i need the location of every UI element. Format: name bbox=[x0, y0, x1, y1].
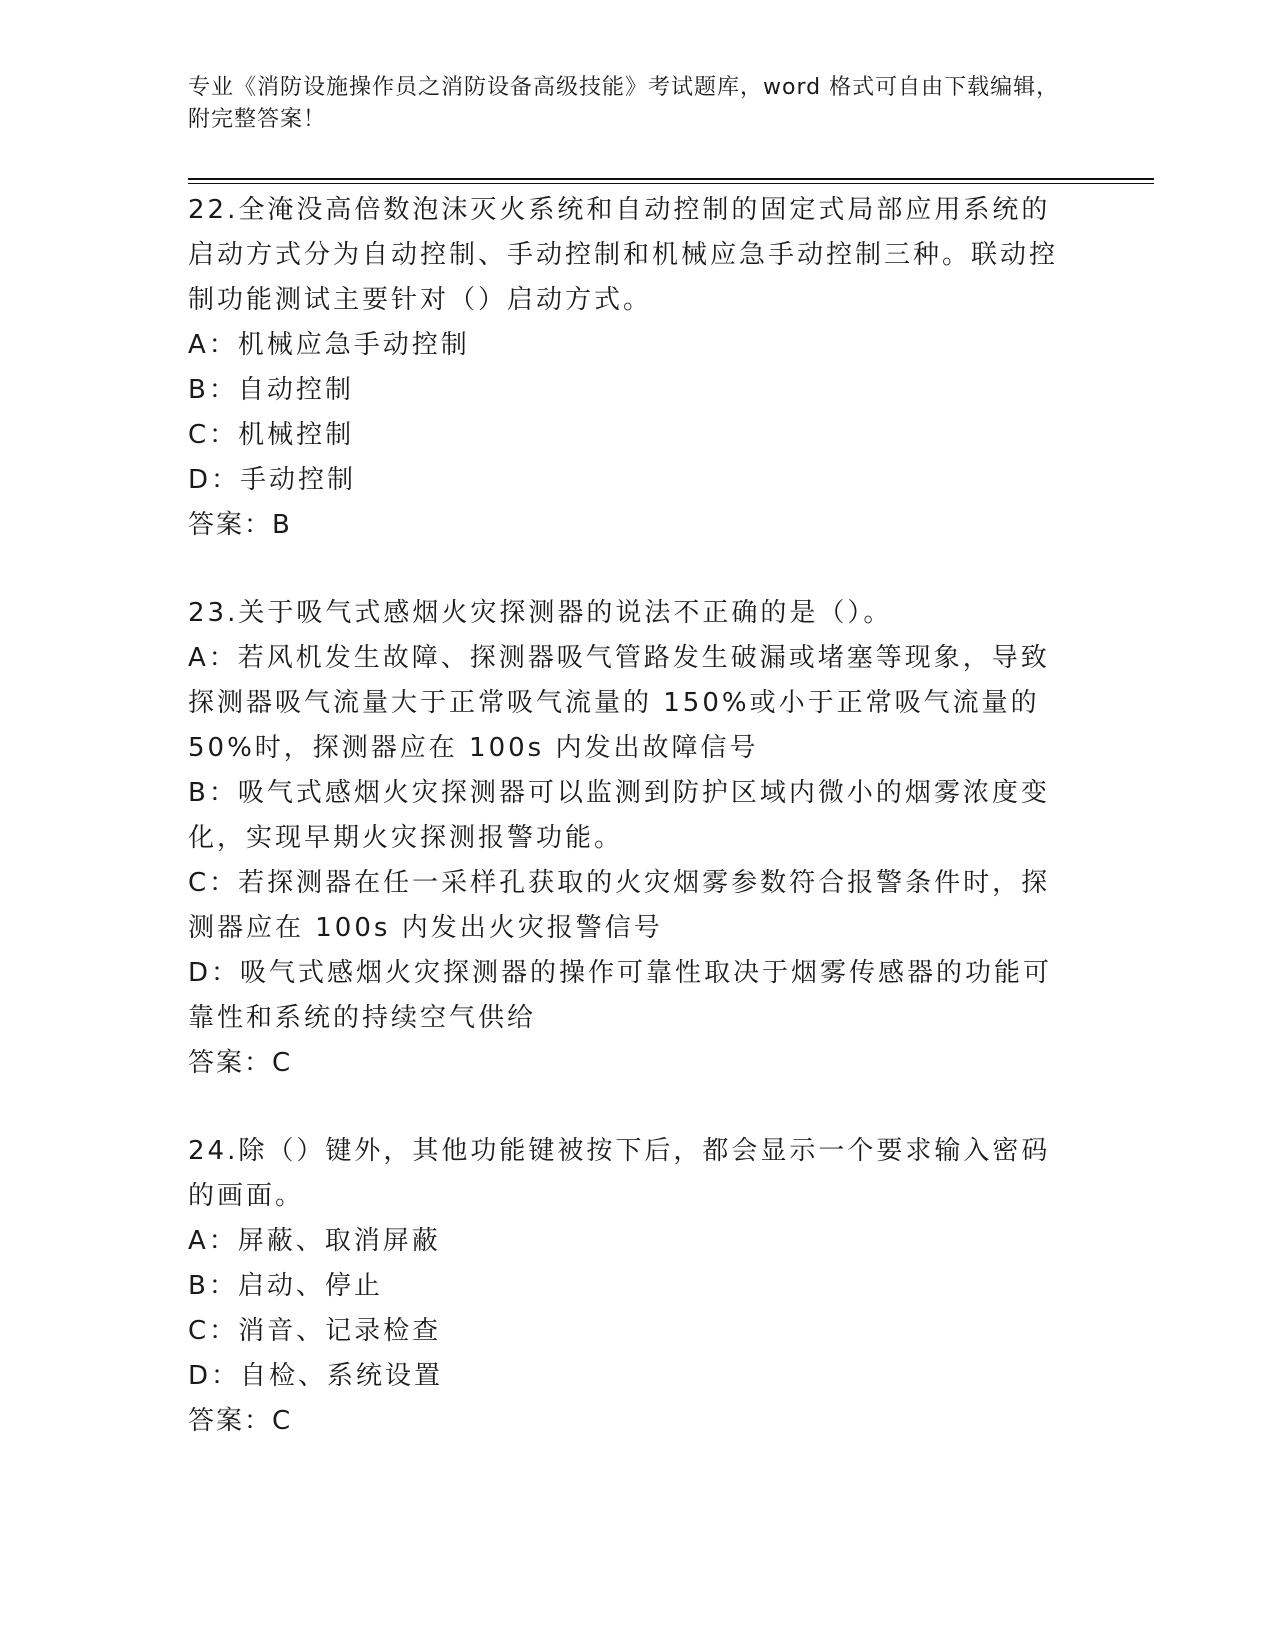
question-22 bbox=[188, 188, 1068, 548]
answer: 答案：C bbox=[188, 1048, 293, 1078]
header-rule-thick bbox=[188, 178, 1154, 180]
option-c: C：机械控制 bbox=[188, 420, 355, 450]
question-list bbox=[188, 188, 1068, 1444]
question-24 bbox=[188, 1129, 1068, 1444]
question-spacer bbox=[188, 548, 1068, 591]
document-header: 专业《消防设施操作员之消防设备高级技能》考试题库，word 格式可自由下载编辑，附完整答案！ bbox=[188, 75, 1060, 132]
option-d: D：自检、系统设置 bbox=[188, 1361, 444, 1391]
question-23 bbox=[188, 591, 1068, 1086]
option-b: B：自动控制 bbox=[188, 375, 354, 405]
option-d: D：吸气式感烟火灾探测器的操作可靠性取决于烟雾传感器的功能可靠性和系统的持续空气供给 bbox=[188, 958, 1053, 1033]
option-b: B：启动、停止 bbox=[188, 1271, 383, 1301]
answer: 答案：B bbox=[188, 510, 292, 540]
question-spacer bbox=[188, 1086, 1068, 1129]
option-a: A：若风机发生故障、探测器吸气管路发生破漏或堵塞等现象，导致探测器吸气流量大于正常吸气流量的 150%或小于正常吸气流量的 50%时，探测器应在 100s 内发出故障信号 bbox=[188, 643, 1050, 763]
answer: 答案：C bbox=[188, 1406, 293, 1436]
question-stem: 24.除（）键外，其他功能键被按下后，都会显示一个要求输入密码的画面。 bbox=[188, 1136, 1051, 1211]
option-a: A：屏蔽、取消屏蔽 bbox=[188, 1226, 441, 1256]
option-b: B：吸气式感烟火灾探测器可以监测到防护区域内微小的烟雾浓度变化，实现早期火灾探测报警功能。 bbox=[188, 778, 1050, 853]
question-stem: 22.全淹没高倍数泡沫灭火系统和自动控制的固定式局部应用系统的启动方式分为自动控制、手动控制和机械应急手动控制三种。联动控制功能测试主要针对（）启动方式。 bbox=[188, 195, 1059, 315]
option-c: C：若探测器在任一采样孔获取的火灾烟雾参数符合报警条件时，探测器应在 100s 内发出火灾报警信号 bbox=[188, 868, 1051, 943]
question-stem: 23.关于吸气式感烟火灾探测器的说法不正确的是（）。 bbox=[188, 598, 893, 628]
option-d: D：手动控制 bbox=[188, 465, 357, 495]
option-a: A：机械应急手动控制 bbox=[188, 330, 470, 360]
header-rule-thin bbox=[188, 183, 1154, 184]
option-c: C：消音、记录检查 bbox=[188, 1316, 442, 1346]
